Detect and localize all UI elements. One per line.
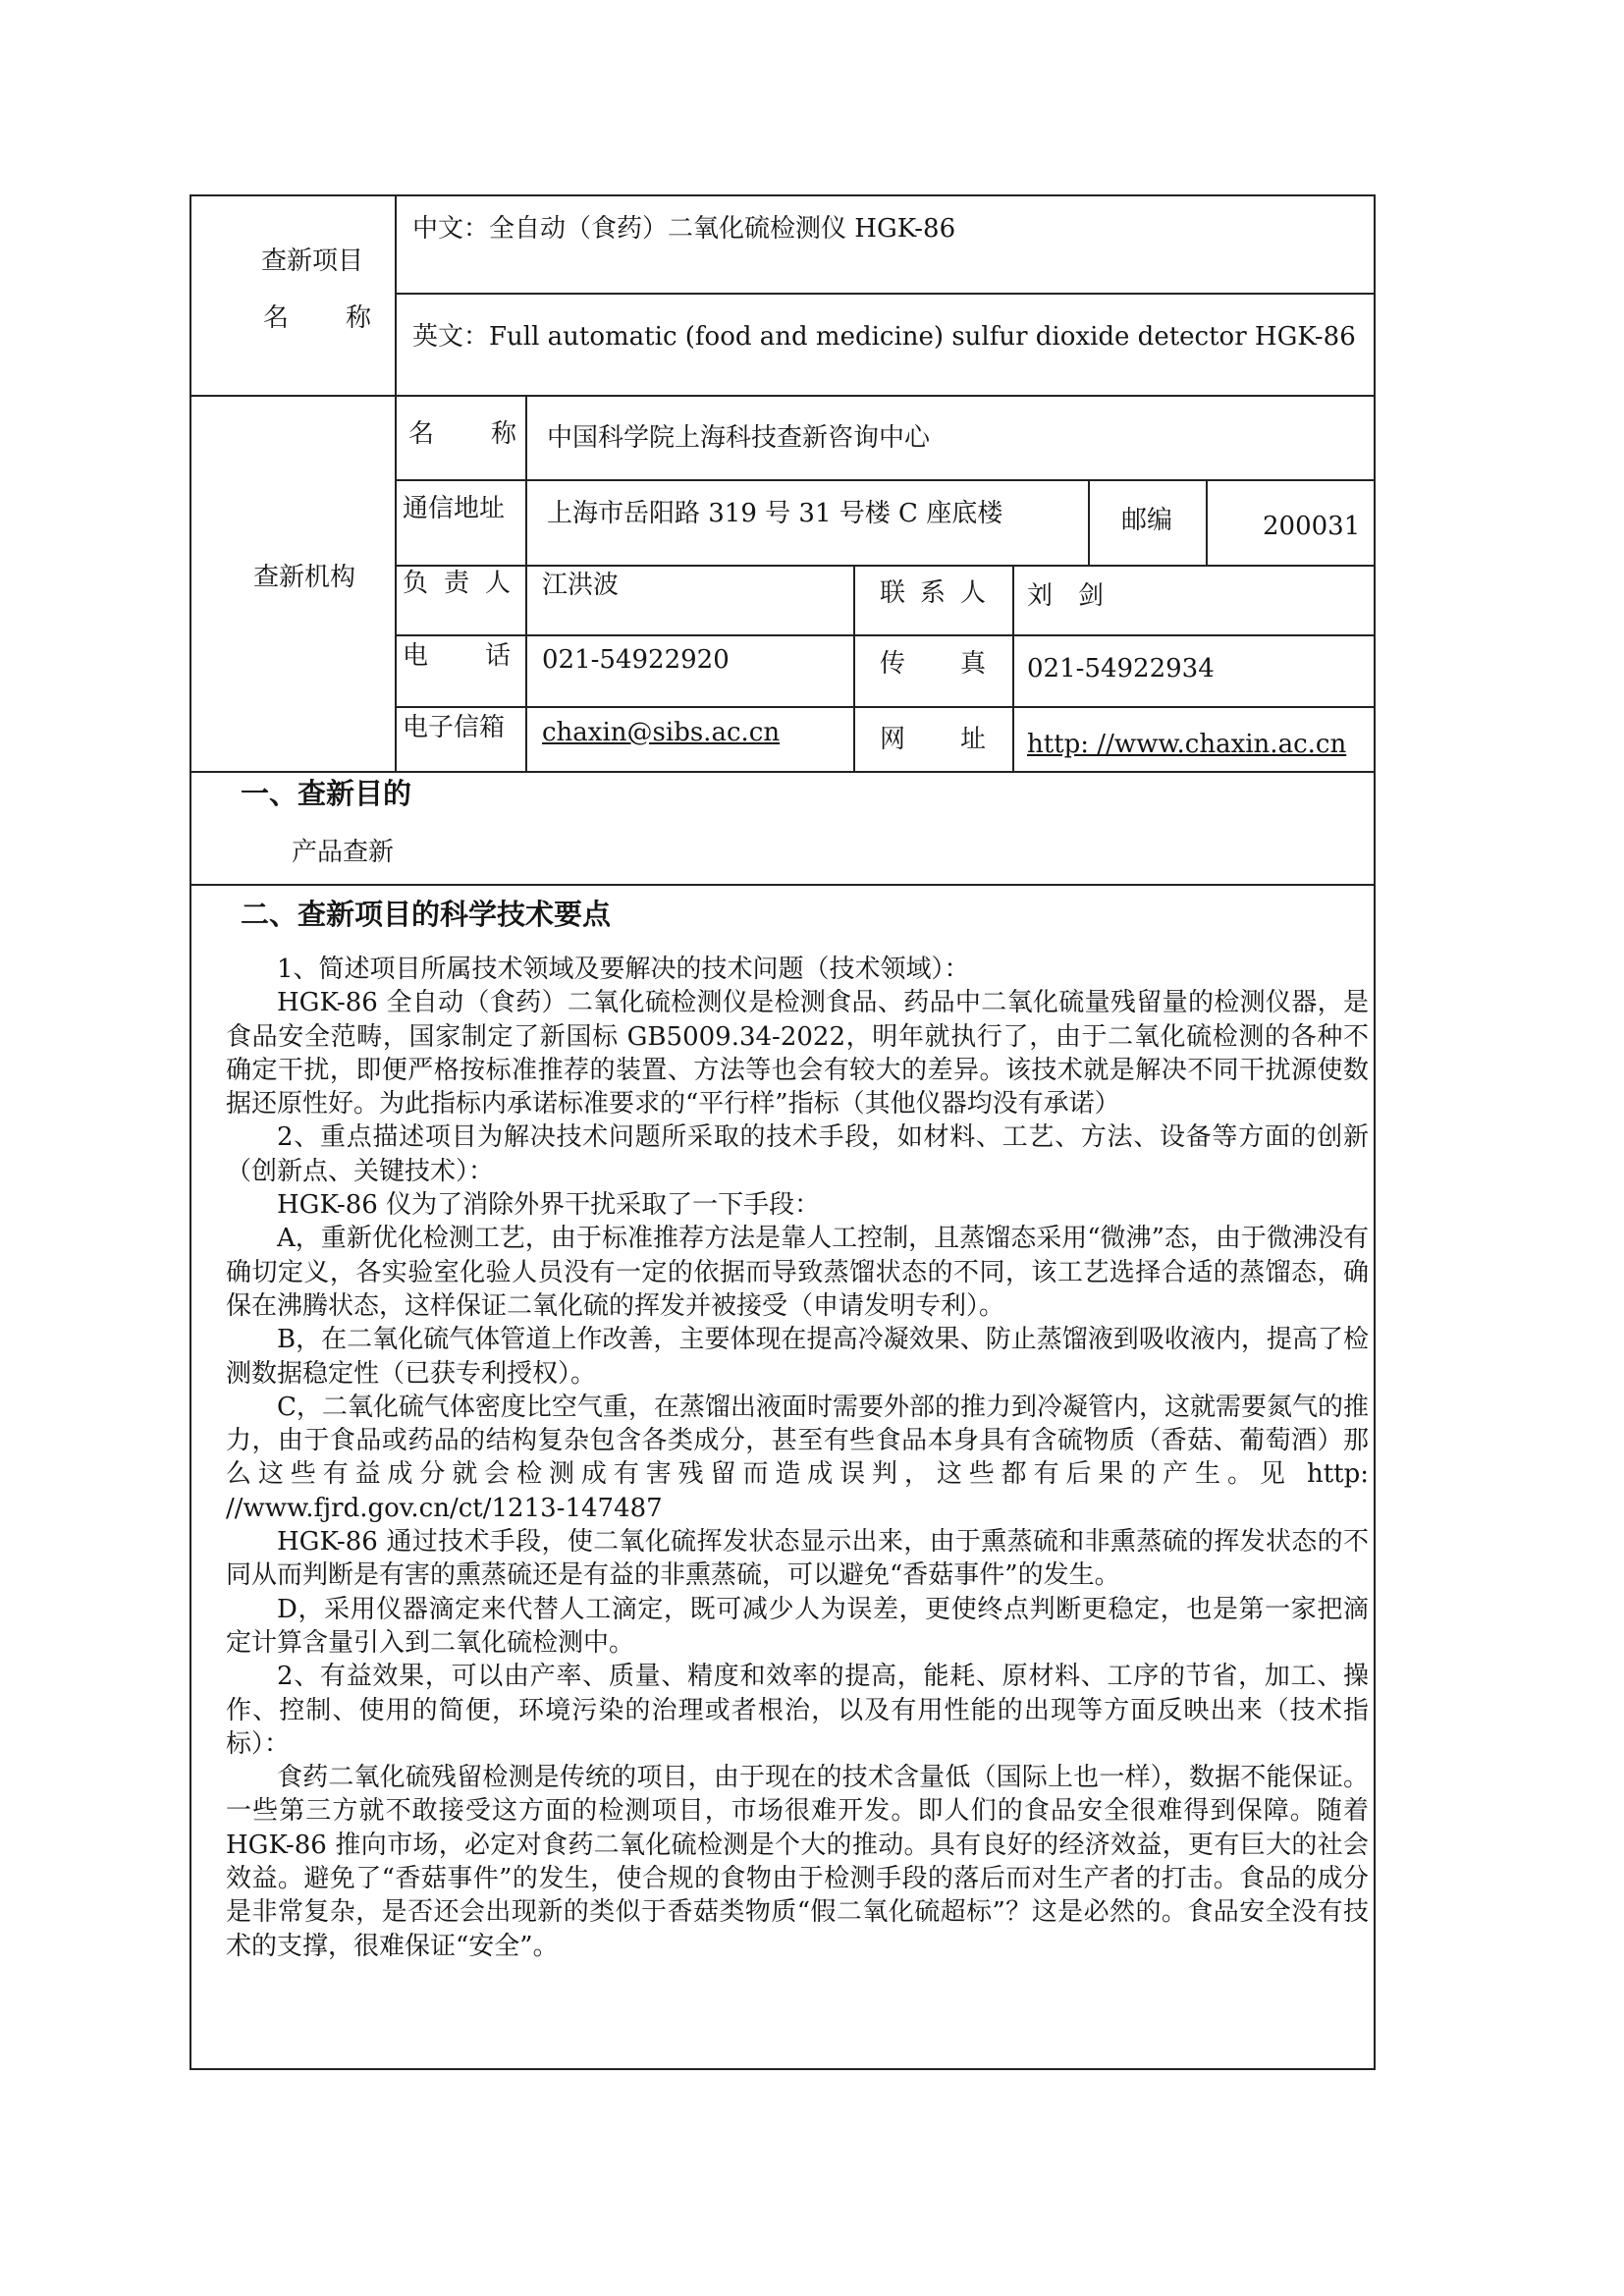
postcode-label: 邮编 <box>1121 506 1173 535</box>
paragraph: 2、有益效果，可以由产率、质量、精度和效率的提高，能耗、原材料、工序的节省，加工、操作、控制、使用的简便，环境污染的治理或者根治，以及有用性能的出现等方面反映出来（技术指标）： <box>226 1662 1369 1759</box>
web-label: 网 址 <box>880 725 986 754</box>
address: 上海市岳阳路 319 号 31 号楼 C 座底楼 <box>547 499 1003 528</box>
paragraph: 食药二氧化硫残留检测是传统的项目，由于现在的技术含量低（国际上也一样），数据不能保证。一些第三方就不敢接受这方面的检测项目，市场很难开发。即人们的食品安全很难得到保障。随着 HGK-86 推向市场，必定对食药二氧化硫检测是个大的推动。具有良好的经济效益，更有巨大的社会效益。避免了“香菇事件”的发生，使合规的食物由于检测手段的落后而对生产者的打击。食品的成分是非常复杂，是否还会出现新的类似于香菇类物质“假二氧化硫超标”？这是必然的。食品安全没有技术的支撑，很难保证“安全”。 <box>226 1763 1369 1961</box>
org-label: 查新机构 <box>253 563 356 592</box>
phone: 021-54922920 <box>542 645 730 675</box>
principal-label: 负 责 人 <box>403 569 511 598</box>
fax: 021-54922934 <box>1027 654 1215 683</box>
paragraph: C，二氧化硫气体密度比空气重，在蒸馏出液面时需要外部的推力到冷凝管内，这就需要氮气的推力，由于食品或药品的结构复杂包含各类成分，甚至有些食品本身具有含硫物质（香菇、葡萄酒）那么这些有益成分就会检测成有害残留而造成误判，这些都有后果的产生。见 http: //www.fjrd.gov.cn/ct/1213-147487 <box>226 1392 1369 1523</box>
fax-label: 传 真 <box>880 649 986 679</box>
postcode: 200031 <box>1263 512 1361 541</box>
paragraph: HGK-86 仪为了消除外界干扰采取了一下手段： <box>277 1190 821 1221</box>
section1-title: 一、查新目的 <box>241 777 412 810</box>
section1-content: 产品查新 <box>292 838 395 867</box>
project-name-en: 英文：Full automatic (food and medicine) sulfur dioxide detector HGK-86 <box>412 322 1356 352</box>
address-label: 通信地址 <box>403 494 506 523</box>
email-label: 电子信箱 <box>403 713 506 742</box>
paragraph: B，在二氧化硫气体管道上作改善，主要体现在提高冷凝效果、防止蒸馏液到吸收液内，提高了检测数据稳定性（已获专利授权）。 <box>226 1325 1369 1389</box>
paragraph: 1、简述项目所属技术领域及要解决的技术问题（技术领域）： <box>277 955 970 984</box>
paragraph: 2、重点描述项目为解决技术问题所采取的技术手段，如材料、工艺、方法、设备等方面的创新（创新点、关键技术）： <box>226 1122 1369 1186</box>
project-name-cn: 中文：全自动（食药）二氧化硫检测仪 HGK-86 <box>412 214 956 244</box>
paragraph: HGK-86 通过技术手段，使二氧化硫挥发状态显示出来，由于熏蒸硫和非熏蒸硫的挥发状态的不同从而判断是有害的熏蒸硫还是有益的非熏蒸硫，可以避免“香菇事件”的发生。 <box>226 1527 1369 1591</box>
section2-body <box>226 953 1369 1963</box>
contact-label: 联 系 人 <box>880 578 986 608</box>
org-name-label: 名 称 <box>408 419 516 449</box>
paragraph: D，采用仪器滴定来代替人工滴定，既可减少人为误差，更使终点判断更稳定，也是第一家把滴定计算含量引入到二氧化硫检测中。 <box>226 1594 1369 1658</box>
project-label: 查新项目 <box>261 246 364 276</box>
contact: 刘 剑 <box>1027 581 1105 611</box>
section2-title: 二、查新项目的科学技术要点 <box>241 898 612 931</box>
org-name: 中国科学院上海科技查新咨询中心 <box>547 423 931 453</box>
paragraph: A，重新优化检测工艺，由于标准推荐方法是靠人工控制，且蒸馏态采用“微沸”态，由于微沸没有确切定义，各实验室化验人员没有一定的依据而导致蒸馏状态的不同，该工艺选择合适的蒸馏态，确保在沸腾状态，这样保证二氧化硫的挥发并被接受（申请发明专利）。 <box>226 1224 1369 1321</box>
website-link[interactable]: http: //www.chaxin.ac.cn <box>1027 730 1347 759</box>
phone-label: 电 话 <box>403 641 511 671</box>
project-label-name: 名 称 <box>263 303 371 333</box>
principal: 江洪波 <box>542 571 620 600</box>
email-link[interactable]: chaxin@sibs.ac.cn <box>542 718 781 747</box>
paragraph: HGK-86 全自动（食药）二氧化硫检测仪是检测食品、药品中二氧化硫量残留量的检测仪器，是食品安全范畴，国家制定了新国标 GB5009.34-2022，明年就执行了，由于二氧化硫检测的各种不确定干扰，即便严格按标准推荐的装置、方法等也会有较大的差异。该技术就是解决不同干扰源使数据还原性好。为此指标内承诺标准要求的“平行样”指标（其他仪器均没有承诺） <box>226 988 1369 1120</box>
